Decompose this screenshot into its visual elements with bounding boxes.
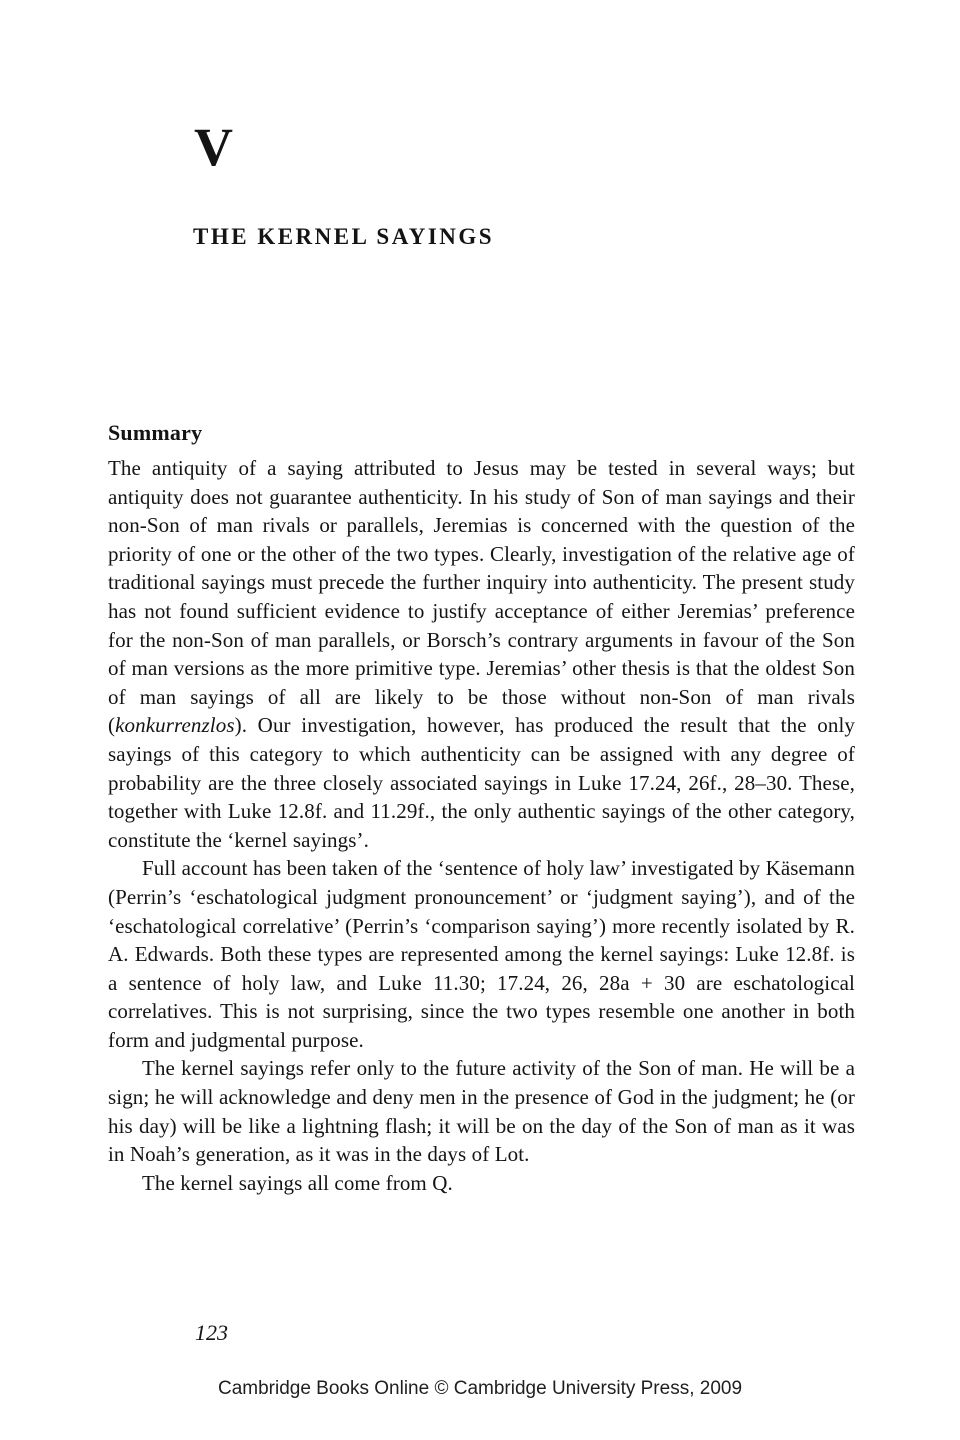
paragraph-summary-2: Full account has been taken of the ‘sentence of holy law’ investigated by Käsemann (Perrin’s ‘eschatological judgment pronouncement’ or ‘judgment saying’), and of the ‘eschatological correlative’ (Perrin’s ‘comparison saying’) more recently isolated by R. A. Edwards. Both these types are represented among the kernel sayings: Luke 12.8f. is a sentence of holy law, and Luke 11.30; 17.24, 26, 28a + 30 are eschatological correlatives. This is not surprising, since the two types resemble one another in both form and judgmental purpose.: [108, 856, 855, 1052]
paragraph-text: The antiquity of a saying attributed to Jesus may be tested in several ways; but antiquity does not guarantee authenticity. In his study of Son of man sayings and their non-Son of man rivals or parallels, Jeremias is concerned with the question of the priority of one or the other of the two types. Clearly, investigation of the relative age of traditional sayings must precede the further inquiry into authenticity. The present study has not found sufficient evidence to justify acceptance of either Jeremias’ preference for the non-Son of man parallels, or Borsch’s contrary arguments in favour of the Son of man versions as the more primitive type. Jeremias’ other thesis is that the oldest Son of man sayings of all are likely to be those without non-Son of man rivals (: [108, 456, 855, 738]
page-number: 123: [195, 1320, 228, 1345]
paragraph-summary-1: [108, 454, 855, 854]
italic-term: konkurrenzlos: [115, 713, 235, 738]
text-block: [108, 420, 855, 1197]
copyright-footer: Cambridge Books Online © Cambridge University Press, 2009: [217, 1378, 743, 1399]
paragraph-summary-4: The kernel sayings all come from Q.: [142, 1170, 453, 1195]
section-heading: Summary: [108, 420, 203, 445]
chapter-number: V: [194, 117, 233, 177]
paragraph-summary-3: The kernel sayings refer only to the future activity of the Son of man. He will be a sign; he will acknowledge and deny men in the presence of God in the judgment; he (or his day) will be like a lightning flash; it will be on the day of the Son of man as it was in Noah’s generation, as it was in the days of Lot.: [108, 1056, 855, 1167]
paragraph-text: ). Our investigation, however, has produced the result that the only sayings of this category to which authenticity can be assigned with any degree of probability are the three closely associated sayings in Luke 17.24, 26f., 28–30. These, together with Luke 12.8f. and 11.29f., the only authentic sayings of the other category, constitute the ‘kernel sayings’.: [108, 713, 855, 852]
chapter-title: THE KERNEL SAYINGS: [193, 224, 495, 249]
